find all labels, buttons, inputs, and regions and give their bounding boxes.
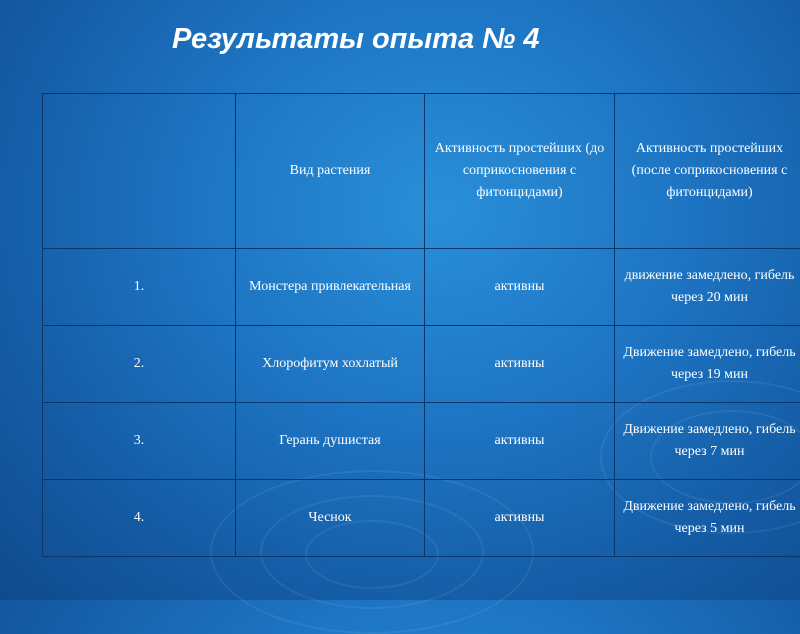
activity-after-cell: Движение замедлено, гибель через 7 мин <box>615 403 800 480</box>
results-table <box>42 93 800 557</box>
header-activity-before-cell: Активность простейших (до соприкосновения с фитонцидами) <box>425 94 615 249</box>
activity-after-cell: движение замедлено, гибель через 20 мин <box>615 249 800 326</box>
activity-before-cell: активны <box>425 480 615 557</box>
header-activity-after-cell: Активность простейших (после соприкосновения с фитонцидами) <box>615 94 800 249</box>
row-number-cell: 3. <box>43 403 236 480</box>
table-row <box>43 326 800 403</box>
table-row <box>43 480 800 557</box>
activity-after-cell: Движение замедлено, гибель через 19 мин <box>615 326 800 403</box>
table-row <box>43 403 800 480</box>
table-row <box>43 249 800 326</box>
table-header-row <box>43 94 800 249</box>
row-number-cell: 2. <box>43 326 236 403</box>
row-number-cell: 1. <box>43 249 236 326</box>
activity-before-cell: активны <box>425 249 615 326</box>
slide-title: Результаты опыта № 4 <box>172 22 552 56</box>
plant-cell: Чеснок <box>236 480 425 557</box>
plant-cell: Монстера привлекательная <box>236 249 425 326</box>
plant-cell: Герань душистая <box>236 403 425 480</box>
row-number-cell: 4. <box>43 480 236 557</box>
activity-after-cell: Движение замедлено, гибель через 5 мин <box>615 480 800 557</box>
activity-before-cell: активны <box>425 326 615 403</box>
header-number-cell <box>43 94 236 249</box>
plant-cell: Хлорофитум хохлатый <box>236 326 425 403</box>
activity-before-cell: активны <box>425 403 615 480</box>
header-plant-cell: Вид растения <box>236 94 425 249</box>
